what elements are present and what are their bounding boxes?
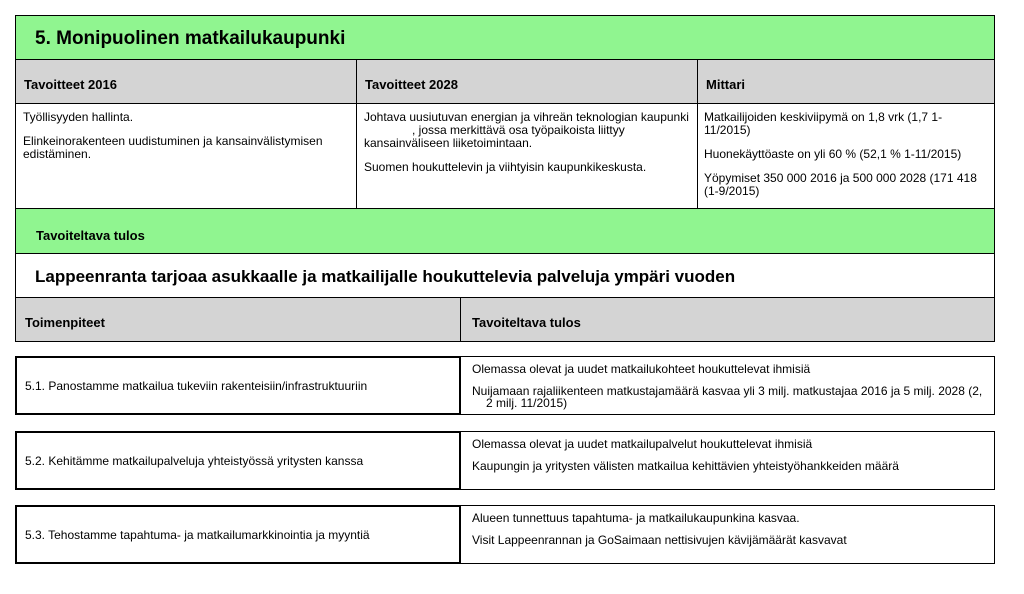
action-result-line: Visit Lappeenrannan ja GoSaimaan nettisivujen kävijämäärät kasvavat	[472, 533, 847, 547]
goals-2028-cell	[356, 103, 698, 209]
action-result-5-3	[460, 505, 995, 564]
action-result-line	[472, 385, 986, 409]
action-result-line: Olemassa olevat ja uudet matkailukohteet houkuttelevat ihmisiä	[472, 362, 811, 376]
header-actions: Toimenpiteet	[15, 297, 461, 342]
action-result-line: Alueen tunnettuus tapahtuma- ja matkailukaupunkina kasvaa.	[472, 511, 800, 525]
goal-2028-item	[364, 111, 691, 150]
action-label-text: 5.3. Tehostamme tapahtuma- ja matkailumarkkinointia ja myyntiä	[25, 527, 370, 542]
goal-2016-item: Elinkeinorakenteen uudistuminen ja kansainvälistymisen edistäminen.	[23, 134, 323, 161]
action-label-text: 5.1. Panostamme matkailua tukeviin rakenteisiin/infrastruktuuriin	[25, 378, 368, 393]
action-result-5-2	[460, 431, 995, 490]
goal-2028-item: Suomen houkuttelevin ja viihtyisin kaupunkikeskusta.	[364, 160, 647, 174]
action-label-text: 5.2. Kehitämme matkailupalveluja yhteistyössä yritysten kanssa	[25, 453, 364, 468]
action-result-5-1	[460, 356, 995, 415]
metric-item: Matkailijoiden keskiviipymä on 1,8 vrk (1,7 1-11/2015)	[704, 110, 943, 137]
header-goals-2028: Tavoitteet 2028	[356, 59, 698, 104]
header-action-result: Tavoiteltava tulos	[460, 297, 995, 342]
action-result-line: Olemassa olevat ja uudet matkailupalvelut houkuttelevat ihmisiä	[472, 437, 813, 451]
target-result-header: Tavoiteltava tulos	[15, 208, 995, 254]
action-result-line: Kaupungin ja yritysten välisten matkailua kehittävien yhteistyöhankkeiden määrä	[472, 459, 899, 473]
action-label-5-3	[15, 505, 461, 564]
metric-item: Yöpymiset 350 000 2016 ja 500 000 2028 (171 418 (1-9/2015)	[704, 171, 977, 198]
action-result-text: Nuijamaan rajaliikenteen matkustajamäärä kasvaa yli 3 milj. matkustajaa 2016 ja 5 milj. 2028 (2,	[472, 384, 983, 398]
action-label-5-1	[15, 356, 461, 415]
action-result-text: 2 milj. 11/2015)	[486, 396, 568, 410]
header-metrics: Mittari	[697, 59, 995, 104]
target-result-text: Lappeenranta tarjoaa asukkaalle ja matkailijalle houkuttelevia palveluja ympäri vuoden	[15, 253, 995, 298]
goal-2016-item: Työllisyyden hallinta.	[23, 110, 134, 124]
goal-2028-line: kansainväliseen liiketoimintaan.	[364, 136, 533, 150]
goals-2016-cell	[15, 103, 357, 209]
goal-2028-line: , jossa merkittävä osa työpaikoista liittyy	[412, 123, 625, 137]
metric-item: Huonekäyttöaste on yli 60 % (52,1 % 1-11/2015)	[704, 147, 962, 161]
action-label-5-2	[15, 431, 461, 490]
header-goals-2016: Tavoitteet 2016	[15, 59, 357, 104]
goal-2028-line: Johtava uusiutuvan energian ja vihreän teknologian kaupunki	[364, 110, 689, 124]
section-title: 5. Monipuolinen matkailukaupunki	[15, 15, 995, 60]
metrics-cell	[697, 103, 995, 209]
